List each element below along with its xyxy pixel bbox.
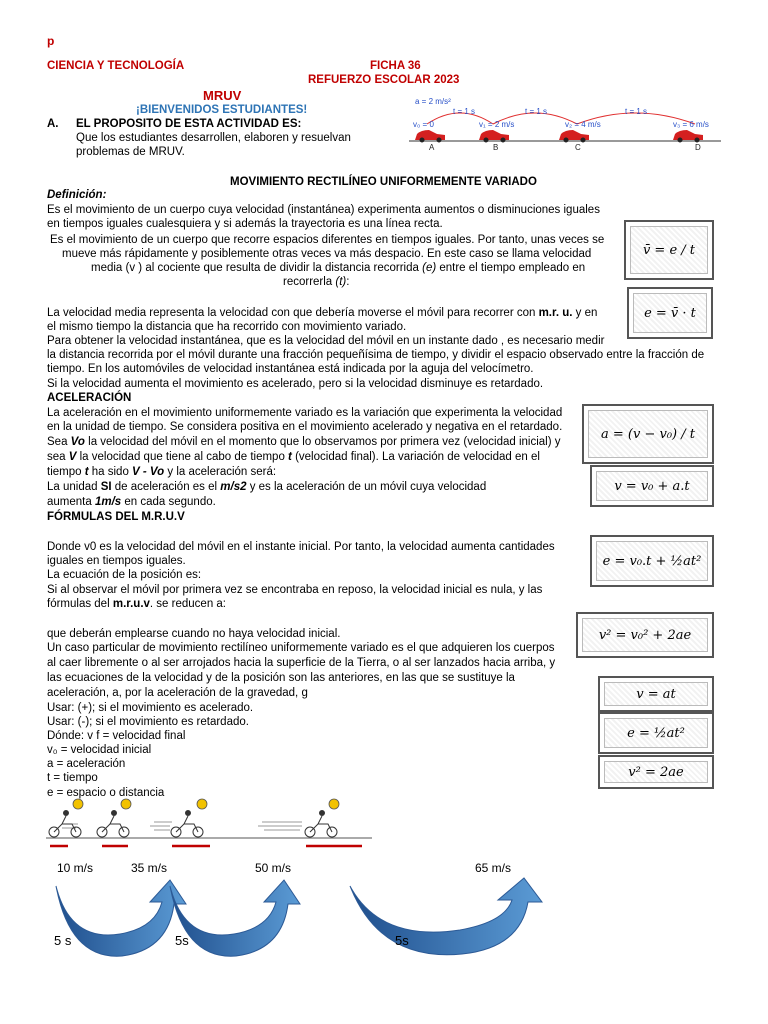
speed-label: v₀ = 0	[413, 120, 434, 129]
formula-box-e-half-at2: e = ½at²	[598, 712, 714, 754]
velocity-text: la distancia recorrida por el móvil durante una fracción pequeñísima de tiempo, y dividir el espacio observado entre la fracción de	[47, 349, 705, 361]
speed-label: v₃ = 6 m/s	[673, 120, 709, 129]
curved-arrow	[56, 880, 186, 956]
acceleration-text: tiempo t ha sido V - Vo y la aceleración será:	[47, 466, 277, 478]
point-label: A	[429, 143, 435, 152]
acceleration-text: sea V la velocidad que tiene al cabo de tiempo t (velocidad final). La variación de velocidad en el	[47, 451, 540, 463]
formula-box-distance: e = v̄ · t	[627, 287, 713, 339]
purpose-line-1: Que los estudiantes desarrollen, elaboren y resuelvan	[76, 132, 351, 144]
curved-arrows-figure	[50, 872, 550, 962]
formula-box-position: e = v₀.t + ½at²	[590, 535, 714, 587]
speed-label: v₁ = 2 m/s	[479, 120, 515, 129]
velocity-text: Si la velocidad aumenta el movimiento es acelerado, pero si la velocidad disminuye es retardado.	[47, 378, 544, 390]
velocity-text: Para obtener la velocidad instantánea, que es la velocidad del móvil en un instante dado , es necesario medir	[47, 335, 605, 347]
velocity-text: tiempo. En los automóviles de velocidad instantánea está indicada por la aguja del velocímetro.	[47, 363, 534, 375]
purpose-line-2: problemas de MRUV.	[76, 146, 185, 158]
formulas-text: Usar: (-); si el movimiento es retardado.	[47, 716, 249, 728]
interval-label: t = 1 s	[525, 107, 548, 116]
definition-text: en tiempos iguales cualesquiera y si además la trayectoria es una línea recta.	[47, 218, 443, 230]
formulas-text: al caer libremente o al ser arrojados hacia la superficie de la Tierra, o al ser lanzados hacia arriba, y	[47, 657, 556, 669]
bicycle-icon	[49, 811, 337, 838]
speed-label: 10 m/s	[57, 861, 94, 875]
formula-box-v2-2ae: v² = 2ae	[598, 755, 714, 789]
formulas-text: La ecuación de la posición es:	[47, 569, 202, 581]
formulas-text: Un caso particular de movimiento rectilíneo uniformemente variado es el que adquieren los cuerpos	[47, 642, 555, 654]
definition-heading: Definición:	[47, 189, 107, 201]
point-label: B	[493, 143, 499, 152]
formulas-text: e = espacio o distancia	[47, 787, 165, 799]
bikes-motion-figure	[44, 796, 374, 852]
definition-text: recorrerla (t):	[283, 276, 350, 288]
formulas-text: Dónde: v f = velocidad final	[47, 730, 186, 742]
formulas-text: que deberán emplearse cuando no haya velocidad inicial.	[47, 628, 341, 640]
formulas-heading: FÓRMULAS DEL M.R.U.V	[47, 511, 185, 523]
formulas-text: a = aceleración	[47, 758, 126, 770]
purpose-letter: A.	[47, 118, 59, 130]
acceleration-text: Sea Vo la velocidad del móvil en el momento que lo observamos por primera vez (velocidad inicial) y	[47, 436, 561, 448]
formulas-text: Usar: (+); si el movimiento es acelerado.	[47, 702, 254, 714]
ficha-number: FICHA 36	[370, 60, 421, 72]
main-title: MOVIMIENTO RECTILÍNEO UNIFORMEMENTE VARIADO	[230, 176, 537, 188]
clock-icon	[73, 799, 339, 809]
refuerzo-title: REFUERZO ESCOLAR 2023	[308, 74, 460, 86]
acceleration-text: La unidad SI de aceleración es el m/s2 y es la aceleración de un móvil cuya velocidad	[47, 481, 487, 493]
acceleration-text: La aceleración en el movimiento uniformemente variado es la variación que experimenta la velocidad	[47, 407, 563, 419]
time-label: 5s	[175, 933, 189, 948]
acceleration-heading: ACELERACIÓN	[47, 392, 132, 404]
formula-box-velocity-squared: v² = v₀² + 2ae	[576, 612, 714, 658]
speed-label: 35 m/s	[131, 861, 168, 875]
point-label: C	[575, 143, 581, 152]
formula-box-v-at: v = at	[598, 676, 714, 712]
formulas-text: v₀ = velocidad inicial	[47, 744, 152, 756]
speed-label: 50 m/s	[255, 861, 292, 875]
formulas-text: Si al observar el móvil por primera vez se encontraba en reposo, la velocidad inicial es nula, y las	[47, 584, 543, 596]
cars-motion-figure	[405, 94, 725, 152]
velocity-text: La velocidad media representa la velocidad con que debería moverse el móvil para recorrer con m.r. u. y en	[47, 307, 598, 319]
time-label: 5 s	[54, 933, 72, 948]
time-label: 5s	[395, 933, 409, 948]
purpose-title: EL PROPOSITO DE ESTA ACTIVIDAD ES:	[76, 118, 302, 130]
interval-label: t = 1 s	[453, 107, 476, 116]
definition-text: Es el movimiento de un cuerpo que recorre espacios diferentes en tiempos iguales. Por tanto, unas veces se	[50, 234, 605, 246]
definition-text: media (v ) al cociente que resulta de dividir la distancia recorrida (e) entre el tiempo empleado en	[91, 262, 586, 274]
topic-title: MRUV	[203, 88, 242, 103]
car-icon	[415, 130, 703, 140]
subject-title: CIENCIA Y TECNOLOGÍA	[47, 60, 185, 72]
acceleration-text: en la unidad de tiempo. Se considera positiva en el movimiento acelerado y negativa en el retardado.	[47, 421, 563, 433]
formulas-text: las ecuaciones de la velocidad y de la posición son las anteriores, en las que se sustituye la	[47, 672, 515, 684]
formulas-text: t = tiempo	[47, 772, 98, 784]
acceleration-text: aumenta 1m/s en cada segundo.	[47, 496, 216, 508]
interval-label: t = 1 s	[625, 107, 648, 116]
formulas-text: Donde v0 es la velocidad del móvil en el instante inicial. Por tanto, la velocidad aumenta cantidades	[47, 541, 555, 553]
definition-text: mueve más rápidamente y posiblemente otras veces va más despacio. En este caso se llama velocidad	[62, 248, 592, 260]
formulas-text: iguales en tiempos iguales.	[47, 555, 186, 567]
speed-label: 65 m/s	[475, 861, 512, 875]
speed-label: v₂ = 4 m/s	[565, 120, 601, 129]
curved-arrow	[350, 878, 542, 955]
velocity-text: el mismo tiempo la distancia que ha recorrido con movimiento variado.	[47, 321, 407, 333]
accel-label: a = 2 m/s²	[415, 97, 451, 106]
formula-box-acceleration: a = (v − v₀) / t	[582, 404, 714, 464]
formula-box-mean-velocity: v̄ = e / t	[624, 220, 714, 280]
formula-box-final-velocity: v = v₀ + a.t	[590, 465, 714, 507]
formulas-text: fórmulas del m.r.u.v. se reducen a:	[47, 598, 226, 610]
point-label: D	[695, 143, 701, 152]
definition-text: Es el movimiento de un cuerpo cuya velocidad (instantánea) experimenta aumentos o disminuciones iguales	[47, 204, 600, 216]
page-marker: p	[47, 34, 55, 48]
formulas-text: aceleración, a, por la aceleración de la gravedad, g	[47, 687, 308, 699]
curved-arrow	[170, 880, 300, 956]
welcome-text: ¡BIENVENIDOS ESTUDIANTES!	[136, 104, 308, 116]
